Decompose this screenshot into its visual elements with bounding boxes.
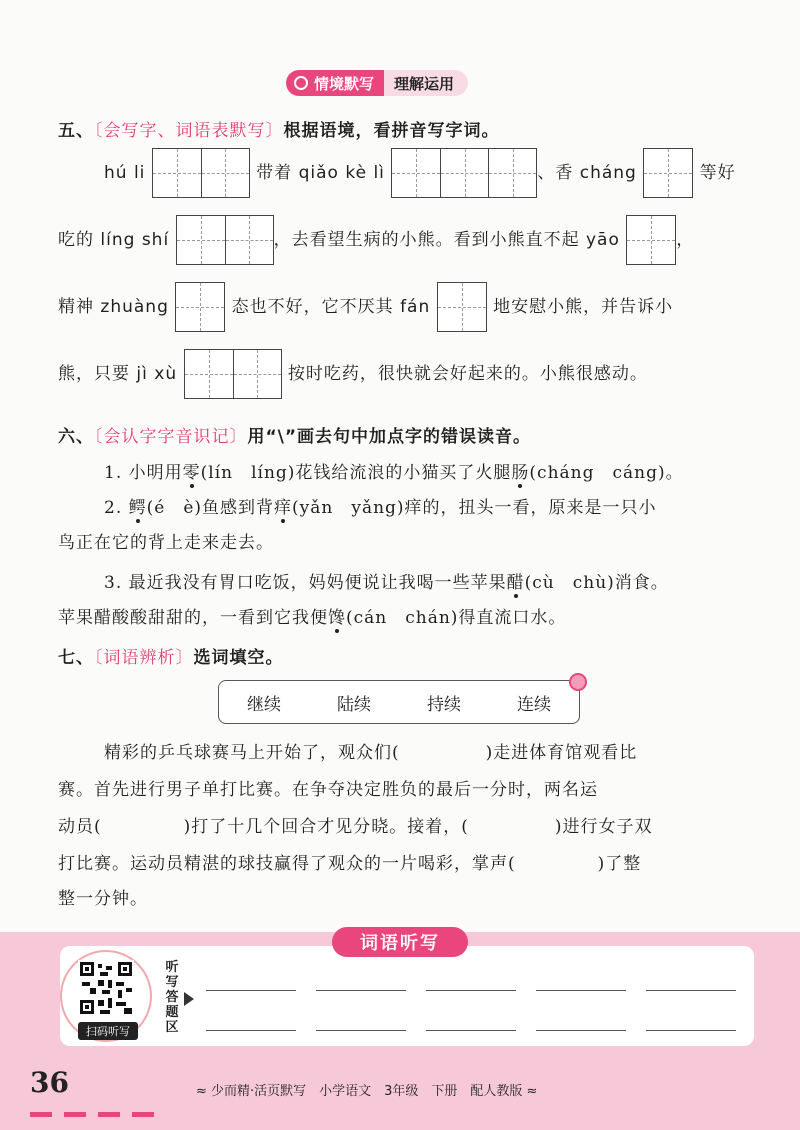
qr-code-icon[interactable] — [78, 960, 134, 1016]
section7-title: 七、〔词语辨析〕选词填空。 — [58, 648, 284, 668]
medal-icon — [294, 76, 308, 90]
s6-sentence1: 1. 小明用零(lín líng)花钱给流浪的小猫买了火腿肠(cháng cáng)。 — [104, 463, 684, 483]
s6-sentence2: 2. 鳄(é è)鱼感到背痒(yǎn yǎng)痒的，扭头一看，原来是一只小 — [104, 498, 657, 518]
footer-stripe — [30, 1112, 170, 1117]
word-option: 连续 — [517, 694, 551, 715]
s7-para-line1: 精彩的乒乓球赛马上开始了，观众们( )走进体育馆观看比 — [104, 743, 638, 763]
s7-para-line5: 整一分钟。 — [58, 889, 148, 909]
dictation-title: 词语听写 — [332, 927, 468, 957]
answer-box-huli[interactable] — [152, 148, 250, 198]
word-option: 陆续 — [337, 694, 371, 715]
page-number: 36 — [30, 1066, 69, 1099]
word-option: 持续 — [427, 694, 461, 715]
answer-box-fan[interactable] — [437, 282, 487, 332]
s5-line2: 吃的 líng shí ，去看望生病的小熊。看到小熊直不起 yāo ， — [58, 215, 694, 265]
s5-line3: 精神 zhuàng 态也不好，它不厌其 fán 地安慰小熊，并告诉小 — [58, 282, 673, 332]
word-choice-box — [218, 680, 580, 724]
s7-para-line2: 赛。首先进行男子单打比赛。在争夺决定胜负的最后一分时，两名运 — [58, 780, 598, 800]
word-option: 继续 — [247, 694, 281, 715]
s6-sentence3: 3. 最近我没有胃口吃饭，妈妈便说让我喝一些苹果醋(cù chù)消食。 — [104, 573, 669, 593]
answer-box-zhuang[interactable] — [175, 282, 225, 332]
footer-text: ≈ 少而精·活页默写 小学语文 3年级 下册 配人教版 ≈ — [196, 1084, 538, 1099]
section-banner — [286, 70, 468, 96]
answer-box-chang[interactable] — [643, 148, 693, 198]
arrow-right-icon — [184, 992, 194, 1006]
side-label: 听写答题区 — [165, 960, 179, 1035]
answer-box-jixu[interactable] — [184, 349, 282, 399]
pin-icon — [569, 673, 587, 691]
answer-box-yao[interactable] — [626, 215, 676, 265]
banner-rest: 理解运用 — [384, 70, 468, 96]
writing-lines-row1[interactable] — [206, 990, 736, 991]
answer-box-lingshi[interactable] — [176, 215, 274, 265]
s7-para-line3: 动员( )打了十几个回合才见分晓。接着，( )进行女子双 — [58, 817, 653, 837]
answer-box-qiaokeli[interactable] — [391, 148, 537, 198]
qr-label: 扫码听写 — [78, 1022, 138, 1040]
s6-sentence3-cont: 苹果醋酸酸甜甜的，一看到它我便馋(cán chán)得直流口水。 — [58, 608, 567, 628]
s5-line4: 熊，只要 jì xù 按时吃药，很快就会好起来的。小熊很感动。 — [58, 349, 648, 399]
banner-highlight: 情境默写 — [286, 70, 384, 96]
s7-para-line4: 打比赛。运动员精湛的球技赢得了观众的一片喝彩，掌声( )了整 — [58, 854, 642, 874]
s5-line1: hú li 带着 qiǎo kè lì 、香 cháng 等好 — [104, 148, 736, 198]
section6-title: 六、〔会认字字音识记〕用“\”画去句中加点字的错误读音。 — [58, 427, 532, 447]
writing-lines-row2[interactable] — [206, 1030, 736, 1031]
s6-sentence2-cont: 鸟正在它的背上走来走去。 — [58, 533, 274, 553]
section5-title: 五、〔会写字、词语表默写〕根据语境，看拼音写字词。 — [58, 121, 500, 141]
